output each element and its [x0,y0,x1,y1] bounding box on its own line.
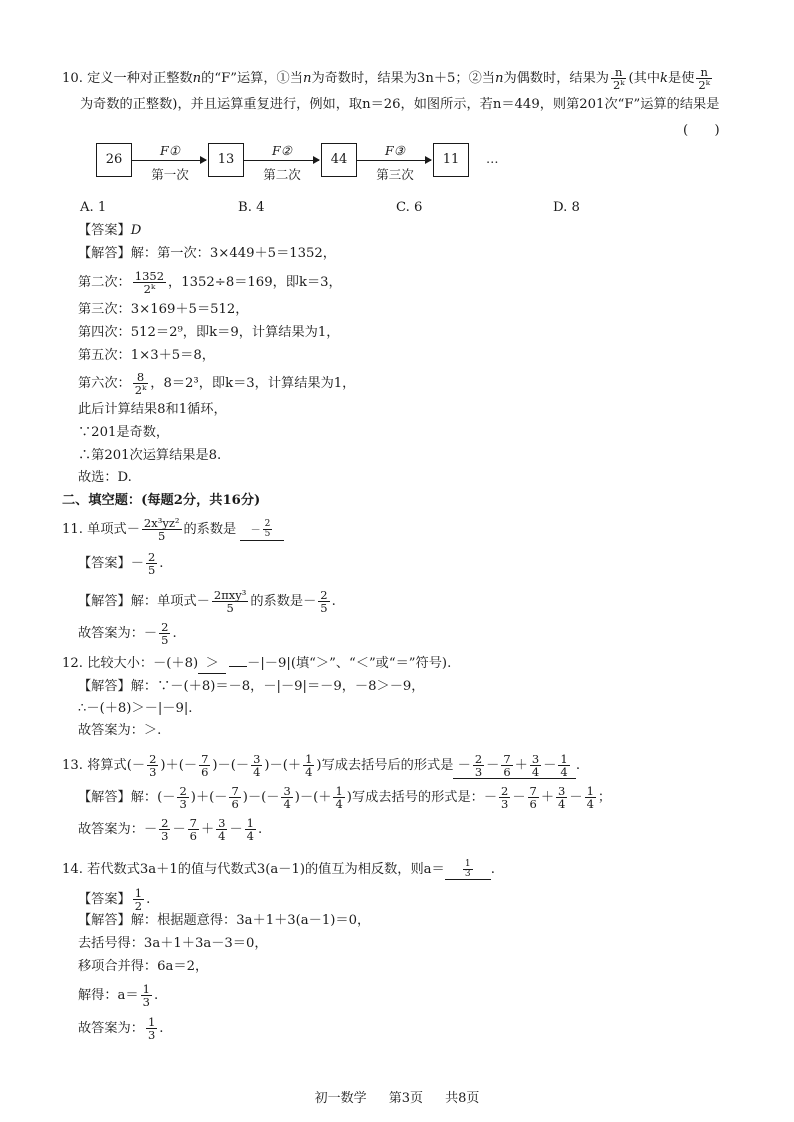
q10-option-a: A. 1 [80,200,107,215]
q10-solution-line: 【解答】解：第一次：3×449＋5＝1352， [78,246,336,261]
q10-answer: 【答案】D [78,223,142,238]
q12-blank-tail [229,666,247,667]
q10-answer-paren: ( ) [683,123,720,138]
q14-solution: 【解答】解：根据题意得：3a＋1＋3(a－1)＝0， [78,913,371,928]
q11-answer: 【答案】－ $\frac{2}{5}$ . [78,550,164,577]
footer-subject: 初一数学 [314,1091,367,1106]
q10-var: n [494,71,504,86]
diagram-top-label: F③ [385,143,405,158]
q12-solution: ∴－(＋8)＞－|－9|. [78,701,193,716]
q13-solution: 【解答】解：(－ $\frac{2}{3}$ )＋(－ $\frac{7}{6}$ )－(－ $\frac{3}{4}$ )－(＋ $\frac{1}{4}$ )写成去括号的形式是：－ $\frac{2}{3}$ － $\frac{7}{6}$ ＋ $\frac{3}{4}$ － $\frac{1}{4}$ ； [78,784,612,811]
q10-option-d: D. 8 [553,200,580,215]
q11-blank: － $\frac{2}{5}$ [240,520,284,541]
q10-stem-part: 是使 [668,71,695,86]
q10-solution-line: 第三次：3×169＋5＝512， [78,302,249,317]
q10-fraction: $\frac{n}{\text{2ᵏ}}$ [612,65,625,92]
q13-stem: 13. 将算式(－ $\frac{2}{3}$ )＋(－ $\frac{7}{6}$ )－(－ $\frac{3}{4}$ )－(＋ $\frac{1}{4}$ )写成去括号后的形式是 － $\frac{2}{3}$ － $\frac{7}{6}$ ＋ $\frac{3}{4}$ － $\frac{1}{4}$ . [62,752,581,779]
diagram-ellipsis: … [486,151,499,166]
q10-solution-line: 故选：D. [78,470,132,485]
q12-solution: 【解答】解：∵－(＋8)＝－8，－|－9|＝－9，－8＞－9， [78,679,425,694]
q12-stem: 12. 比较大小：－(＋8) ＞ －|－9|(填“＞”、“＜”或“＝”符号). [62,655,451,674]
q14-final: 故答案为： $\frac{1}{3}$ . [78,1015,164,1042]
q10-fraction: $\frac{n}{\text{2ᵏ}}$ [698,65,710,92]
diagram-box: 26 [96,143,132,177]
q10-solution-line: 此后计算结果8和1循环， [78,402,227,417]
diagram-bottom-label: 第三次 [376,167,414,182]
q13-blank: － $\frac{2}{3}$ － $\frac{7}{6}$ ＋ $\frac{3}{4}$ － $\frac{1}{4}$ [453,753,575,779]
q14-stem: 14. 若代数式3a＋1的值与代数式3(a－1)的值互为相反数，则a＝ $\frac{1}{3}$ . [62,859,495,879]
q11-final: 故答案为：－ $\frac{2}{5}$ . [78,620,177,647]
q14-solution: 移项合并得：6a＝2， [78,959,209,974]
footer-total-pages: 共8页 [445,1091,480,1106]
q10-solution-line: ∴第201次运算结果是8. [78,448,222,463]
q10-stem-part: (其中 [628,71,661,86]
q12-final: 故答案为：＞. [78,723,162,738]
q10-solution-line: 第六次： $\frac{8}{\text{2ᵏ}}$ ，8＝2³，即k＝3，计算结果为1， [78,370,356,397]
diagram-arrow [244,160,319,161]
q10-var: n [302,71,312,86]
section-heading: 二、填空题：(每题2分，共16分) [62,493,261,508]
q10-option-b: B. 4 [238,200,265,215]
q10-solution-line: ∵201是奇数， [78,425,170,440]
q10-solution-line: 第二次： $\frac{1352}{\text{2ᵏ}}$ ，1352÷8＝169，即k＝3， [78,269,342,296]
q14-solution: 去括号得：3a＋1＋3a－3＝0， [78,936,268,951]
q10-stem-part: 10. 定义一种对正整数 [62,71,193,86]
q10-stem-part: 为奇数时，结果为3n＋5；②当 [311,71,495,86]
q12-blank: ＞ [198,655,226,674]
footer-page-number: 第3页 [388,1091,423,1106]
diagram-top-label: F② [272,143,292,158]
diagram-box: 13 [208,143,244,177]
q14-blank: $\frac{1}{3}$ [445,860,491,880]
q10-solution-line: 第四次：512＝2⁹，即k＝9，计算结果为1， [78,325,340,340]
diagram-top-label: F① [160,143,180,158]
q13-final: 故答案为：－ $\frac{2}{3}$ － $\frac{7}{6}$ ＋ $\frac{3}{4}$ － $\frac{1}{4}$ . [78,816,263,843]
diagram-bottom-label: 第一次 [151,167,189,182]
diagram-arrow [357,160,431,161]
q10-stem-part: 为偶数时，结果为 [503,71,609,86]
q10-var: k [660,71,669,86]
diagram-arrow [132,160,206,161]
q14-solution: 解得：a＝ $\frac{1}{3}$ . [78,982,159,1009]
diagram-box: 11 [433,143,469,177]
q10-stem-part: 的“F”运算，①当 [201,71,303,86]
diagram-bottom-label: 第二次 [263,167,301,182]
diagram-box: 44 [321,143,357,177]
q11-solution: 【解答】解：单项式－ $\frac{\text{2πxy³}}{5}$ 的系数是－ $\frac{2}{5}$ . [78,588,336,615]
q10-option-c: C. 6 [396,200,423,215]
q10-solution-line: 第五次：1×3＋5＝8， [78,348,215,363]
q11-stem: 11. 单项式－ $\frac{\text{2x³yz²}}{5}$ 的系数是 － $\frac{2}{5}$ [62,517,284,542]
q10-stem-line1 [62,66,714,91]
q14-answer: 【答案】 $\frac{1}{2}$ . [78,886,151,913]
q10-var: n [192,71,202,86]
q10-stem-line2: 为奇数的正整数)，并且运算重复进行，例如，取n＝26，如图所示，若n＝449，则第201次“F”运算的结果是 [80,97,720,112]
page-footer [0,1087,794,1106]
